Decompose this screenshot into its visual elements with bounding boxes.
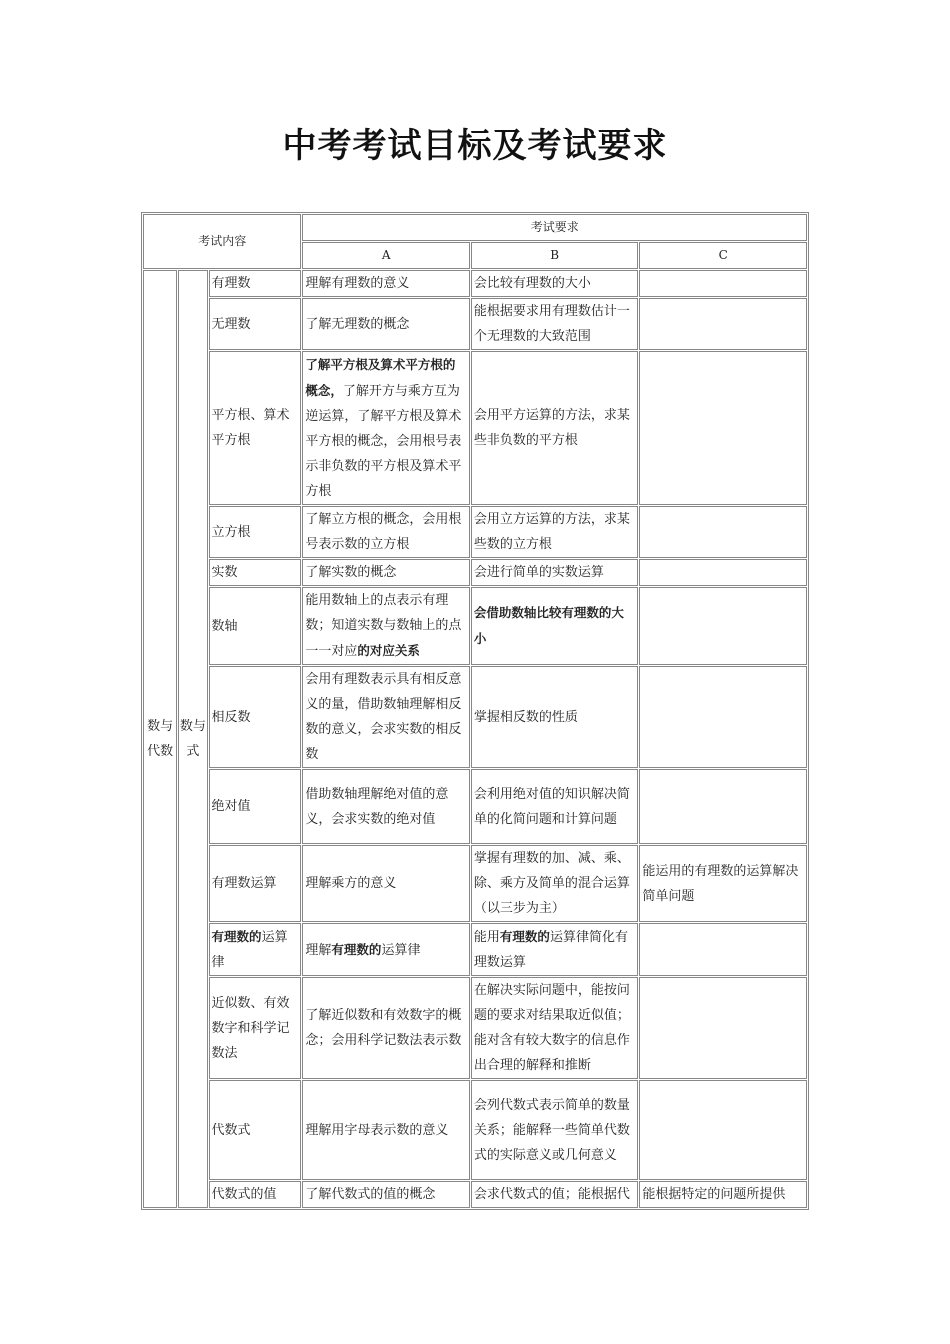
level-b-cell — [471, 587, 639, 665]
topic-cell: 绝对值 — [209, 769, 302, 844]
level-c-cell — [639, 1080, 807, 1180]
level-a-cell — [302, 587, 470, 665]
level-b-cell: 能根据要求用有理数估计一个无理数的大致范围 — [471, 298, 639, 350]
level-a-cell: 理解用字母表示数的意义 — [302, 1080, 470, 1180]
topic-cell: 数轴 — [209, 587, 302, 665]
normal-text: 运算律 — [211, 930, 288, 970]
bold-text: 会借助数轴比较有理数的大小 — [473, 605, 624, 646]
level-a-cell: 了解无理数的概念 — [302, 298, 470, 350]
level-c-cell — [639, 351, 807, 505]
level-c-cell — [639, 769, 807, 844]
topic-cell: 实数 — [209, 559, 302, 586]
exam-requirements-table — [141, 212, 809, 1210]
level-b-cell — [471, 923, 639, 976]
header-level-c: C — [639, 242, 807, 269]
level-a-cell — [302, 351, 470, 505]
level-b-cell: 会用立方运算的方法，求某些数的立方根 — [471, 506, 639, 558]
level-b-cell: 会利用绝对值的知识解决简单的化简问题和计算问题 — [471, 769, 639, 844]
level-c-cell: 能运用的有理数的运算解决简单问题 — [639, 845, 807, 922]
level-a-cell: 了解实数的概念 — [302, 559, 470, 586]
level-a-cell: 理解有理数的意义 — [302, 270, 470, 297]
bold-text: 有理数的 — [211, 929, 262, 944]
bold-text: 有理数的 — [499, 929, 550, 944]
level-b-cell: 会比较有理数的大小 — [471, 270, 639, 297]
header-exam-requirements: 考试要求 — [302, 214, 807, 241]
normal-text: 运算律 — [381, 942, 421, 958]
level-c-cell — [639, 977, 807, 1079]
level-b-cell: 会用平方运算的方法，求某些非负数的平方根 — [471, 351, 639, 505]
topic-cell: 立方根 — [209, 506, 302, 558]
level-a-cell: 了解近似数和有效数字的概念；会用科学记数法表示数 — [302, 977, 470, 1079]
normal-text: 运算律简化有理数运算 — [473, 930, 628, 970]
topic-cell: 平方根、算术平方根 — [209, 351, 302, 505]
topic-cell: 有理数运算 — [209, 845, 302, 922]
level-c-cell: 能根据特定的问题所提供 — [639, 1181, 807, 1208]
bold-text: 有理数的 — [331, 941, 382, 957]
level-a-cell — [302, 923, 470, 976]
level-b-cell: 会求代数式的值；能根据代 — [471, 1181, 639, 1208]
normal-text: 理解 — [305, 942, 332, 958]
level-a-cell: 了解代数式的值的概念 — [302, 1181, 470, 1208]
bold-text: 的对应关系 — [357, 643, 420, 658]
topic-cell: 近似数、有效数字和科学记数法 — [209, 977, 302, 1079]
level-c-cell — [639, 559, 807, 586]
domain-cell: 数与代数 — [143, 270, 177, 1208]
topic-cell: 代数式 — [209, 1080, 302, 1180]
page-title: 中考考试目标及考试要求 — [282, 126, 668, 166]
level-b-cell: 在解决实际问题中，能按问题的要求对结果取近似值；能对含有较大数字的信息作出合理的解释和推断 — [471, 977, 639, 1079]
level-a-cell: 了解立方根的概念，会用根号表示数的立方根 — [302, 506, 470, 558]
topic-cell: 无理数 — [209, 298, 302, 350]
topic-cell: 有理数 — [209, 270, 302, 297]
level-c-cell — [639, 270, 807, 297]
topic-cell: 代数式的值 — [209, 1181, 302, 1208]
level-a-cell: 借助数轴理解绝对值的意义，会求实数的绝对值 — [302, 769, 470, 844]
level-b-cell: 会进行简单的实数运算 — [471, 559, 639, 586]
level-c-cell — [639, 923, 807, 976]
level-b-cell: 掌握相反数的性质 — [471, 666, 639, 768]
level-c-cell — [639, 506, 807, 558]
level-b-cell: 会列代数式表示简单的数量关系；能解释一些简单代数式的实际意义或几何意义 — [471, 1080, 639, 1180]
level-a-cell: 理解乘方的意义 — [302, 845, 470, 922]
normal-text: 了解开方与乘方互为逆运算，了解平方根及算术平方根的概念，会用根号表示非负数的平方根及算术平方根 — [305, 384, 462, 499]
header-level-b: B — [471, 242, 639, 269]
normal-text: 能用 — [473, 930, 500, 945]
subdomain-cell: 数与式 — [178, 270, 207, 1208]
level-a-cell: 会用有理数表示具有相反意义的量，借助数轴理解相反数的意义，会求实数的相反数 — [302, 666, 470, 768]
level-c-cell — [639, 587, 807, 665]
header-level-a: A — [302, 242, 470, 269]
topic-cell — [209, 923, 302, 976]
level-c-cell — [639, 666, 807, 768]
bold-text: 了解平方根及算术平方根的概念， — [305, 357, 456, 398]
topic-cell: 相反数 — [209, 666, 302, 768]
level-c-cell — [639, 298, 807, 350]
level-b-cell: 掌握有理数的加、减、乘、除、乘方及简单的混合运算（以三步为主） — [471, 845, 639, 922]
header-exam-content: 考试内容 — [143, 214, 301, 269]
normal-text: 能用数轴上的点表示有理数；知道实数与数轴上的点一一对应 — [305, 593, 462, 659]
